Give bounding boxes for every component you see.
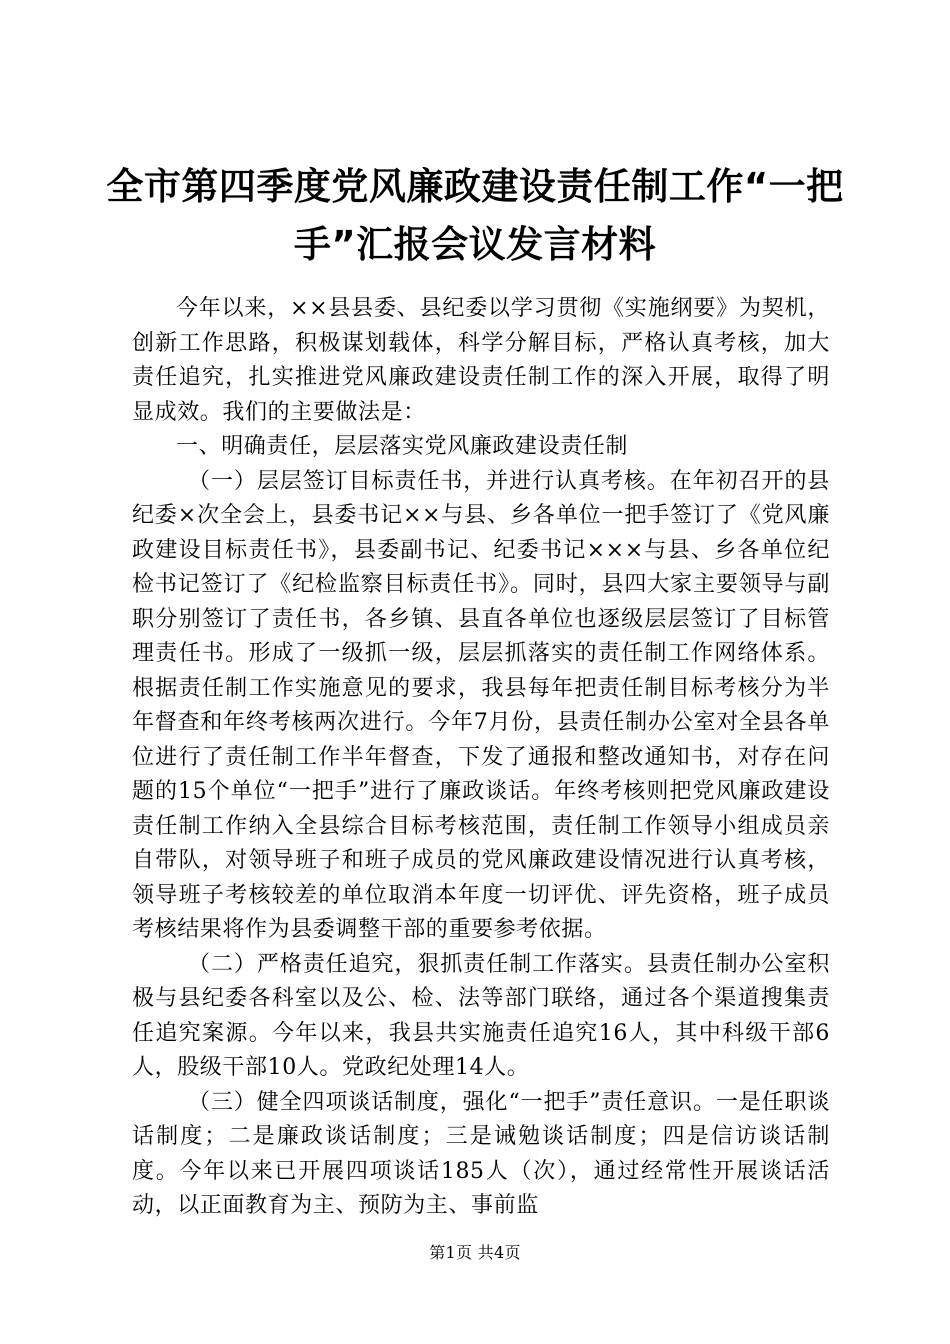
section-heading: 一、明确责任，层层落实党风廉政建设责任制 [176,434,629,459]
subsection-paragraph-3: （三）健全四项谈话制度，强化“一把手”责任意识。一是任职谈话制度；二是廉政谈话制度；三是诫勉谈话制度；四是信访谈话制度。今年以来已开展四项谈话185人（次），通过经常性开展谈话活动，以正面教育为主、预防为主、事前监 [132,1089,830,1218]
page-number-footer: 第1页 共4页 [429,1243,521,1262]
document-body [132,292,830,1224]
document-title [100,158,850,274]
document-title-line-1: 全市第四季度党风廉政建设责任制工作“一把 [106,165,844,208]
subsection-paragraph-2: （二）严格责任追究，狠抓责任制工作落实。县责任制办公室积极与县纪委各科室以及公、检、法等部门联络，通过各个渠道搜集责任追究案源。今年以来，我县共实施责任追究16人，其中科级干部6人，股级干部10人。党政纪处理14人。 [132,951,830,1080]
document-title-line-2: 手”汇报会议发言材料 [293,223,657,266]
intro-paragraph: 今年以来，××县县委、县纪委以学习贯彻《实施纲要》为契机，创新工作思路，积极谋划载体，科学分解目标，严格认真考核，加大责任追究，扎实推进党风廉政建设责任制工作的深入开展，取得了明显成效。我们的主要做法是： [132,296,830,425]
subsection-paragraph-1: （一）层层签订目标责任书，并进行认真考核。在年初召开的县纪委×次全会上，县委书记××与县、乡各单位一把手签订了《党风廉政建设目标责任书》，县委副书记、纪委书记×××与县、乡各单位纪检书记签订了《纪检监察目标责任书》。同时，县四大家主要领导与副职分别签订了责任书，各乡镇、县直各单位也逐级层层签订了目标管理责任书。形成了一级抓一级，层层抓落实的责任制工作网络体系。根据责任制工作实施意见的要求，我县每年把责任制目标考核分为半年督查和年终考核两次进行。今年7月份，县责任制办公室对全县各单位进行了责任制工作半年督查，下发了通报和整改通知书，对存在问题的15个单位“一把手”进行了廉政谈话。年终考核则把党风廉政建设责任制工作纳入全县综合目标考核范围，责任制工作领导小组成员亲自带队，对领导班子和班子成员的党风廉政建设情况进行认真考核，领导班子考核较差的单位取消本年度一切评优、评先资格，班子成员考核结果将作为县委调整干部的重要参考依据。 [132,468,830,942]
